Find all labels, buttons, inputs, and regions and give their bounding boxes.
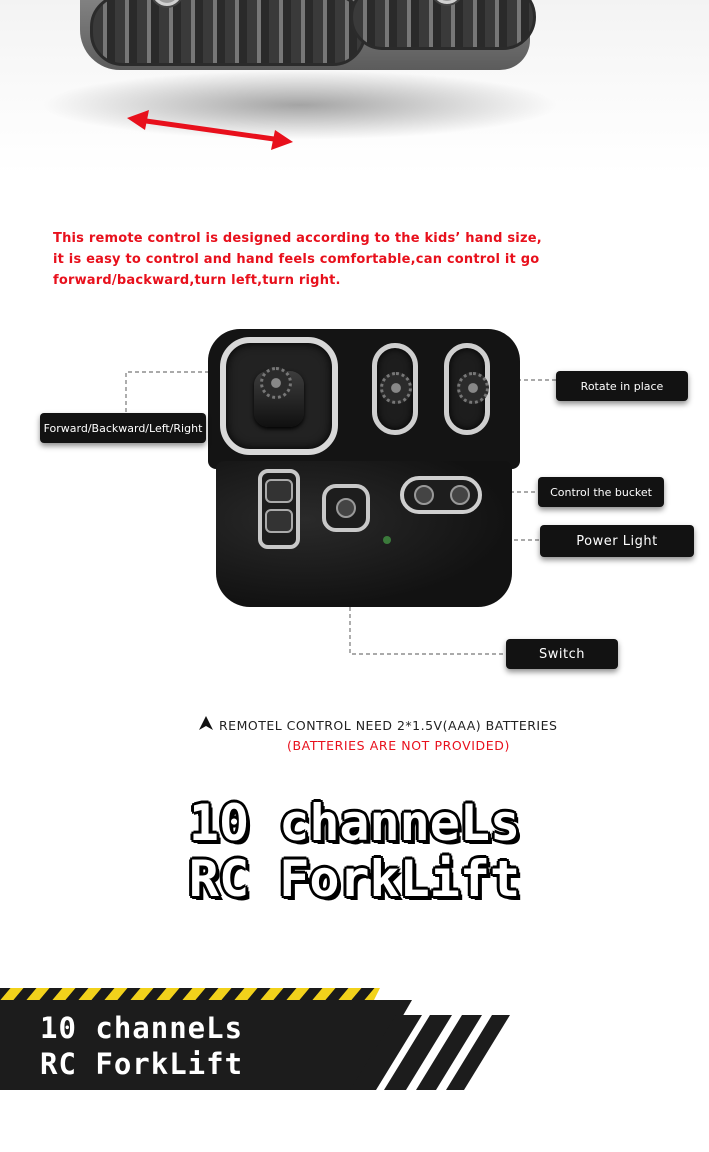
joystick [220, 337, 338, 455]
slider-slot-right [444, 343, 490, 435]
big-title-line-2: RC ForkLift [188, 850, 521, 908]
label-rotate [556, 371, 688, 401]
label-bucket-text: Control the bucket [550, 485, 652, 499]
intro-line: it is easy to control and hand feels comfortable,can control it go [53, 252, 540, 267]
warning-arrow-icon [199, 716, 213, 733]
battery-note-text: REMOTEL CONTROL NEED 2*1.5V(AAA) BATTERIES [219, 718, 558, 733]
banner-text [40, 1010, 243, 1082]
label-rotate-text: Rotate in place [580, 379, 664, 393]
big-title-line-1: 10 channeLs [188, 794, 521, 852]
power-switch-button [322, 484, 370, 532]
battery-sub-note: (BATTERIES ARE NOT PROVIDED) [287, 738, 510, 753]
power-led [383, 536, 391, 544]
label-bucket [538, 477, 664, 507]
bucket-control [400, 476, 482, 514]
remote-control [208, 329, 520, 609]
banner-line-1: 10 channeLs [40, 1011, 244, 1045]
gear-icon [380, 372, 412, 404]
label-power-light-text: Power Light [576, 533, 658, 549]
battery-note [199, 716, 557, 733]
banner-line-2: RC ForkLift [40, 1047, 244, 1081]
button-column [258, 469, 300, 549]
remote-top-panel [208, 329, 520, 469]
big-title [0, 795, 709, 907]
gear-icon [457, 372, 489, 404]
gear-icon [260, 367, 292, 399]
slider-slot-left [372, 343, 418, 435]
label-power-light [540, 525, 694, 557]
label-joystick-text: Forward/Backward/Left/Right [43, 421, 203, 435]
label-joystick [40, 413, 206, 443]
label-switch-text: Switch [539, 646, 585, 662]
label-switch [506, 639, 618, 669]
intro-line: forward/backward,turn left,turn right. [53, 273, 341, 288]
intro-line: This remote control is designed according to the kids’ hand size, [53, 231, 542, 246]
